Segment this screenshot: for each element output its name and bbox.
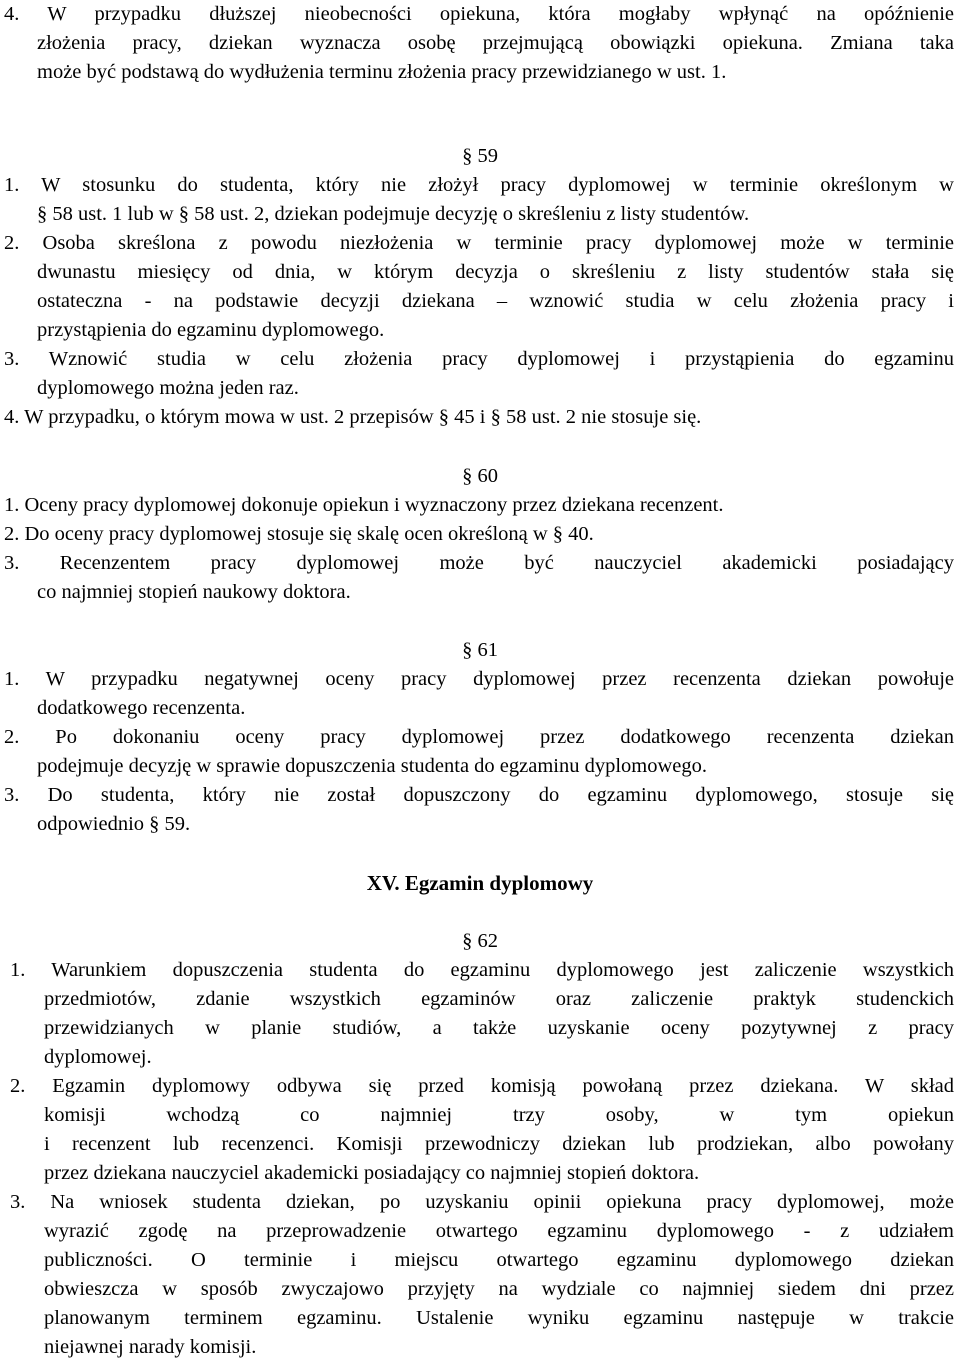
- paragraph-line: dodatkowego recenzenta.: [37, 697, 246, 719]
- paragraph-line: wyrazić zgodę na przeprowadzenie otwartego egzaminu dyplomowego - z udziałem: [44, 1220, 954, 1242]
- paragraph-line: przewidzianych w planie studiów, a także uzyskanie oceny pozytywnej z pracy: [44, 1017, 954, 1039]
- section-heading-61: § 61: [462, 639, 498, 661]
- section-heading-60: § 60: [462, 465, 498, 487]
- section-heading-59: § 59: [462, 145, 498, 167]
- paragraph-line: 3. Do studenta, który nie został dopuszczony do egzaminu dyplomowego, stosuje się: [4, 784, 954, 806]
- paragraph-line: 4. W przypadku, o którym mowa w ust. 2 przepisów § 45 i § 58 ust. 2 nie stosuje się.: [4, 406, 702, 428]
- paragraph-line: 2. Egzamin dyplomowy odbywa się przed komisją powołaną przez dziekana. W skład: [10, 1075, 954, 1097]
- paragraph-line: przedmiotów, zdanie wszystkich egzaminów oraz zaliczenie praktyk studenckich: [44, 988, 954, 1010]
- paragraph-line: publiczności. O terminie i miejscu otwartego egzaminu dyplomowego dziekan: [44, 1249, 954, 1271]
- paragraph-line: ostateczna - na podstawie decyzji dziekana – wznowić studia w celu złożenia pracy i: [37, 290, 954, 312]
- paragraph-line: 2. Po dokonaniu oceny pracy dyplomowej przez dodatkowego recenzenta dziekan: [4, 726, 954, 748]
- paragraph-line: 1. Warunkiem dopuszczenia studenta do egzaminu dyplomowego jest zaliczenie wszystkich: [10, 959, 954, 981]
- paragraph-line: 1. W przypadku negatywnej oceny pracy dyplomowej przez recenzenta dziekan powołuje: [4, 668, 954, 690]
- paragraph-line: 1. Oceny pracy dyplomowej dokonuje opiekun i wyznaczony przez dziekana recenzent.: [4, 494, 724, 516]
- paragraph-line: może być podstawą do wydłużenia terminu złożenia pracy przewidzianego w ust. 1.: [37, 61, 727, 83]
- paragraph-line: dwunastu miesięcy od dnia, w którym decyzja o skreśleniu z listy studentów stała się: [37, 261, 954, 283]
- paragraph-line: 3. Recenzentem pracy dyplomowej może być nauczyciel akademicki posiadający: [4, 552, 954, 574]
- paragraph-line: dyplomowej.: [44, 1046, 152, 1068]
- paragraph-line: odpowiednio § 59.: [37, 813, 191, 835]
- paragraph-line: 2. Osoba skreślona z powodu niezłożenia w terminie pracy dyplomowej może w terminie: [4, 232, 954, 254]
- paragraph-line: obwieszcza w sposób zwyczajowo przyjęty na wydziale co najmniej siedem dni przez: [44, 1278, 954, 1300]
- paragraph-line: i recenzent lub recenzenci. Komisji przewodniczy dziekan lub prodziekan, albo powołany: [44, 1133, 954, 1155]
- paragraph-line: planowanym terminem egzaminu. Ustalenie wyniku egzaminu następuje w trakcie: [44, 1307, 954, 1329]
- paragraph-line: dyplomowego można jeden raz.: [37, 377, 299, 399]
- section-heading-62: § 62: [462, 930, 498, 952]
- chapter-title: XV. Egzamin dyplomowy: [366, 871, 594, 895]
- paragraph-line: 3. Na wniosek studenta dziekan, po uzyskaniu opinii opiekuna pracy dyplomowej, może: [10, 1191, 954, 1213]
- paragraph-line: 3. Wznowić studia w celu złożenia pracy dyplomowej i przystąpienia do egzaminu: [4, 348, 954, 370]
- paragraph-line: 1. W stosunku do studenta, który nie złożył pracy dyplomowej w terminie określonym w: [4, 174, 954, 196]
- paragraph-line: 4. W przypadku dłuższej nieobecności opiekuna, która mogłaby wpłynąć na opóźnienie: [4, 3, 954, 25]
- paragraph-line: złożenia pracy, dziekan wyznacza osobę przejmującą obowiązki opiekuna. Zmiana taka: [37, 32, 954, 54]
- paragraph-line: niejawnej narady komisji.: [44, 1336, 257, 1358]
- paragraph-line: 2. Do oceny pracy dyplomowej stosuje się skalę ocen określoną w § 40.: [4, 523, 594, 545]
- paragraph-line: przystąpienia do egzaminu dyplomowego.: [37, 319, 385, 341]
- paragraph-line: § 58 ust. 1 lub w § 58 ust. 2, dziekan podejmuje decyzję o skreśleniu z listy studentów.: [37, 203, 750, 225]
- paragraph-line: komisji wchodzą co najmniej trzy osoby, w tym opiekun: [44, 1104, 954, 1126]
- paragraph-line: podejmuje decyzję w sprawie dopuszczenia studenta do egzaminu dyplomowego.: [37, 755, 708, 777]
- paragraph-line: co najmniej stopień naukowy doktora.: [37, 581, 351, 603]
- paragraph-line: przez dziekana nauczyciel akademicki posiadający co najmniej stopień doktora.: [44, 1162, 700, 1184]
